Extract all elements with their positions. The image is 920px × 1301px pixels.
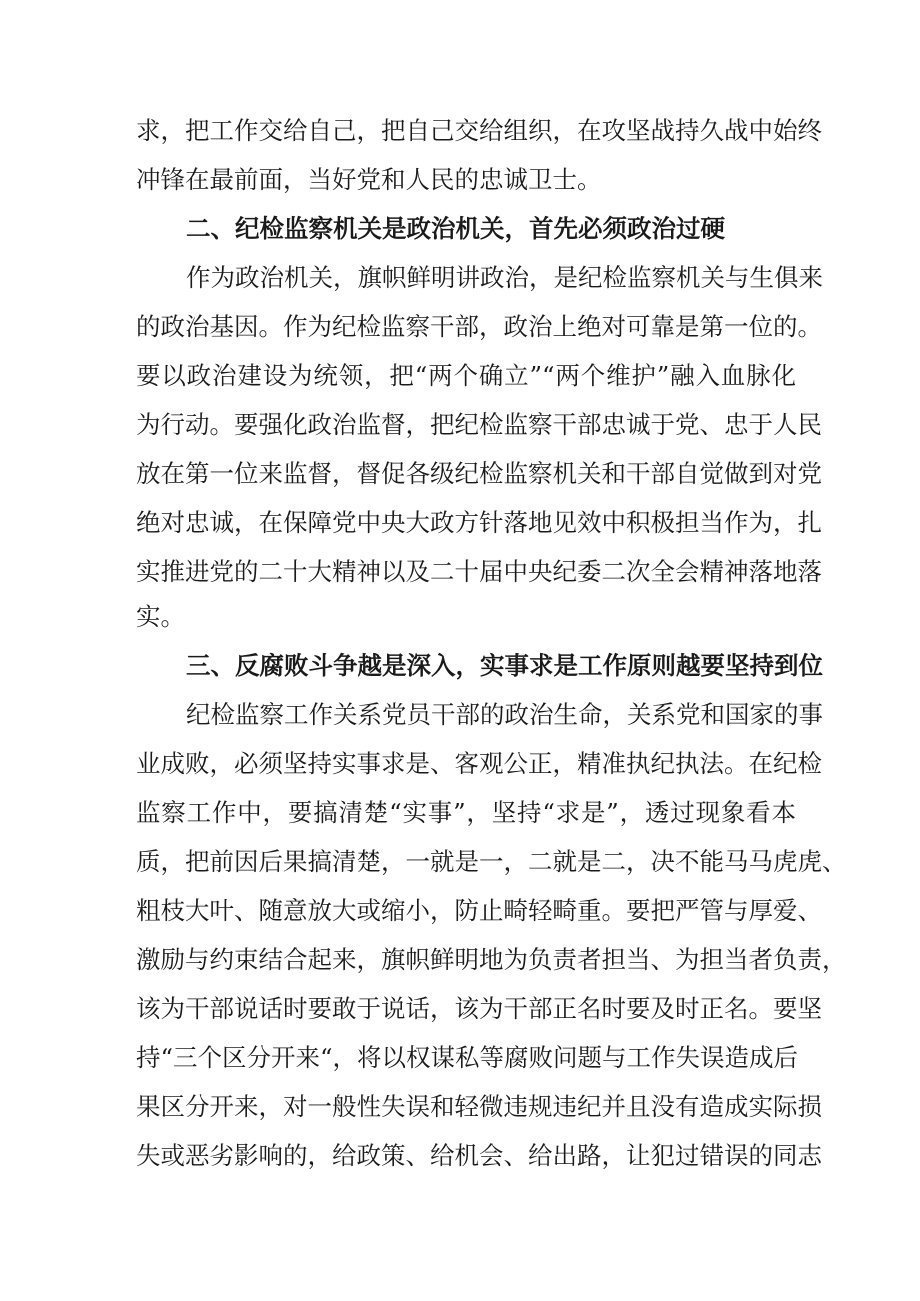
paragraph-line: 监察工作中，要搞清楚“实事”，坚持“求是”，透过现象看本 <box>136 798 796 827</box>
paragraph-line: 求，把工作交给自己，把自己交给组织，在攻坚战持久战中始终 <box>136 116 822 145</box>
paragraph-line: 失或恶劣影响的，给政策、给机会、给出路，让犯过错误的同志 <box>136 1141 822 1170</box>
paragraph-line: 持“三个区分开来“，将以权谋私等腐败问题与工作失误造成后 <box>136 1043 799 1072</box>
paragraph-line: 业成败，必须坚持实事求是、客观公正，精准执纪执法。在纪检 <box>136 749 822 778</box>
paragraph-line: 的政治基因。作为纪检监察干部，政治上绝对可靠是第一位的。 <box>136 312 822 341</box>
paragraph-line: 粗枝大叶、随意放大或缩小，防止畸轻畸重。要把严管与厚爱、 <box>136 896 822 925</box>
paragraph-line: 作为政治机关，旗帜鲜明讲政治，是纪检监察机关与生俱来 <box>186 263 823 292</box>
paragraph-line: 纪检监察工作关系党员干部的政治生命，关系党和国家的事 <box>186 700 823 729</box>
paragraph-line: 激励与约束结合起来，旗帜鲜明地为负责者担当、为担当者负责， <box>136 945 847 974</box>
paragraph-line: 实。 <box>136 602 185 631</box>
paragraph-line: 果区分开来，对一般性失误和轻微违规违纪并且没有造成实际损 <box>136 1092 822 1121</box>
paragraph-line: 冲锋在最前面，当好党和人民的忠诚卫士。 <box>136 165 602 194</box>
paragraph-line: 绝对忠诚，在保障党中央大政方针落地见效中积极担当作为，扎 <box>136 508 822 537</box>
paragraph-line: 质，把前因后果搞清楚，一就是一，二就是二，决不能马马虎虎、 <box>136 847 847 876</box>
paragraph-line: 为行动。要强化政治监督，把纪检监察干部忠诚于党、忠于人民 <box>136 410 822 439</box>
section-heading-3: 三、反腐败斗争越是深入，实事求是工作原则越要坚持到位 <box>186 651 823 680</box>
section-heading-2: 二、纪检监察机关是政治机关，首先必须政治过硬 <box>186 214 725 243</box>
paragraph-line: 要以政治建设为统领，把“两个确立”“两个维护”融入血脉化 <box>136 361 796 390</box>
paragraph-line: 实推进党的二十大精神以及二十届中央纪委二次全会精神落地落 <box>136 557 822 586</box>
paragraph-line: 放在第一位来监督，督促各级纪检监察机关和干部自觉做到对党 <box>136 459 822 488</box>
paragraph-line: 该为干部说话时要敢于说话，该为干部正名时要及时正名。要坚 <box>136 994 822 1023</box>
